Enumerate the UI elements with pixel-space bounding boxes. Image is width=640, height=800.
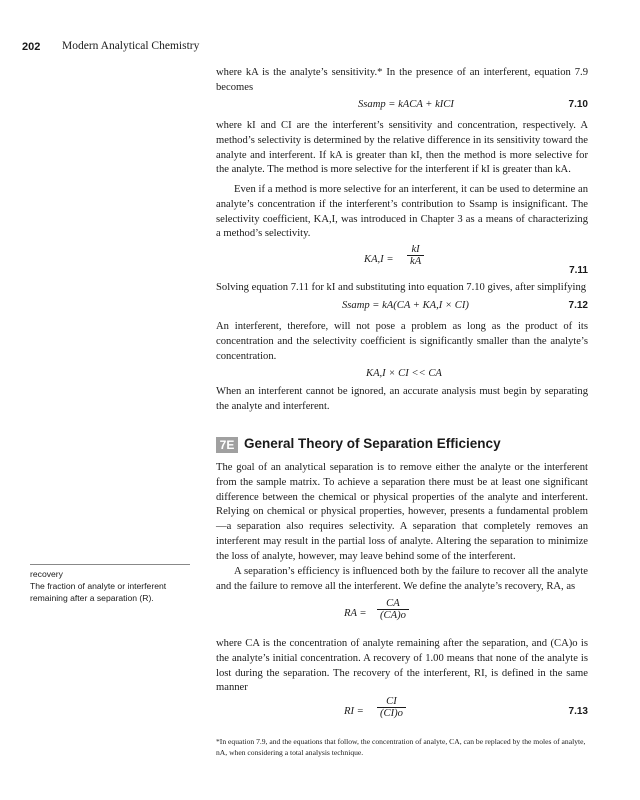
section-badge: 7E [216,437,238,453]
footnote: *In equation 7.9, and the equations that follow, the concentration of analyte, CA, can be replaced by the moles of analyte, nA, when considering a total analysis technique. [216,737,586,757]
paragraph-3: Even if a method is more selective for an interferent, it can be used to determine an analyte’s concentration if the interferent’s contribution to Ssamp is insignificant. The selectivity coefficient, KA,I, was introduced in Chapter 3 as a means of characterizing a method’s selectivity. [216,184,588,240]
paragraph-7: The goal of an analytical separation is to remove either the analyte or the interferent from the sample matrix. To achieve a separation there must be at least one significant difference between the chemical or physical properties of the analyte and interferent. Relying on chemical or physical properties, however, presents a fundamental problem—a separation also requires selectivity. A separation that completely removes an interferent may result in the partial loss of analyte. Altering the separation to minimize the loss of analyte, however, may leave behind some of the interferent. [216,462,588,562]
equation-7-13: RI = $\frac{CI}{(CI)o}$ 7.13 [344,696,588,719]
equation-recovery-analyte: RA = $\frac{CA}{(CA)o}$ [216,598,588,632]
margin-term: recovery [30,569,63,579]
paragraph-5: An interferent, therefore, will not pose a problem as long as the product of its concentration and the selectivity coefficient is significantly smaller than the analyte’s concentration. [216,321,588,362]
paragraph-8: A separation’s efficiency is influenced both by the failure to recover all the analyte and the failure to remove all the interferent. We define the analyte’s recovery, RA, as [216,566,588,592]
running-title: Modern Analytical Chemistry [62,40,200,52]
paragraph-9: where CA is the concentration of analyte remaining after the separation, and (CA)o is the analyte’s initial concentration. A recovery of 1.00 means that none of the analyte is lost during the separation. The recovery of the interferent, RI, is defined in the same manner [216,638,588,694]
paragraph-2: where kI and CI are the interferent’s sensitivity and concentration, respectively. A method’s selectivity is determined by the relative difference in its sensitivity toward the analyte and interferent. If kA is greater than kI, then the method is more selective for the analyte. The method is more selective for the interferent if kI is greater than kA. [216,120,588,176]
section-title: General Theory of Separation Efficiency [244,436,501,451]
page-number: 202 [22,41,41,53]
equation-number: 7.12 [568,300,588,311]
margin-rule [30,564,190,565]
equation-7-11: KA,I = $\frac{kI}{kA}$ 7.11 [364,244,588,276]
paragraph-4: Solving equation 7.11 for kI and substituting into equation 7.10 gives, after simplifying [216,282,587,293]
equation-number: 7.10 [568,99,588,110]
paragraph-6: When an interferent cannot be ignored, an accurate analysis must begin by separating the analyte and interferent. [216,386,588,412]
equation-number: 7.11 [569,265,588,276]
paragraph-1: where kA is the analyte’s sensitivity.* In the presence of an interferent, equation 7.9 becomes [216,67,588,93]
margin-note [30,568,190,604]
margin-definition: The fraction of analyte or interferent remaining after a separation (R). [30,581,167,603]
equation-number: 7.13 [568,706,588,717]
